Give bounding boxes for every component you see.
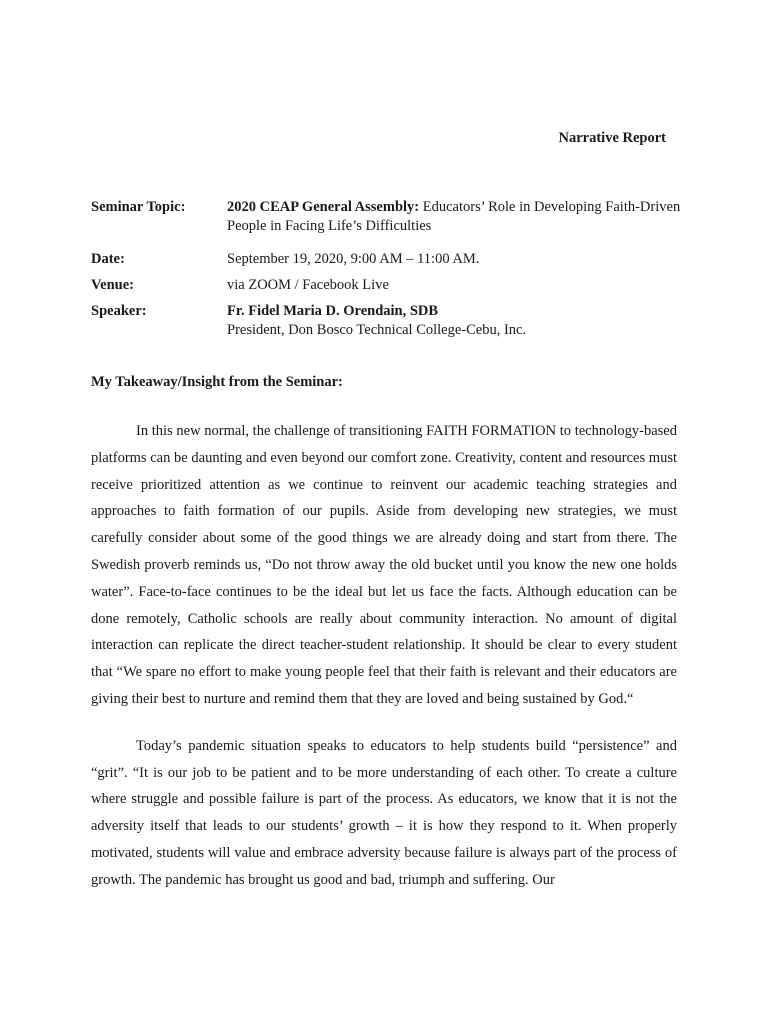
takeaway-paragraph: Today’s pandemic situation speaks to educators to help students build “persistence” and “grit”. “It is our job to be patient and to be more understanding of each other. To create a culture where struggle and possible failure is part of the process. As educators, we know that it is not the adversity itself that leads to our students’ growth – it is how they respond to it. When properly motivated, students will value and embrace adversity because failure is always part of the process of growth. The pandemic has brought us good and bad, triumph and suffering. Our [91, 737, 677, 888]
date-label: Date: [91, 251, 125, 267]
seminar-topic-row [91, 198, 681, 236]
seminar-info-table [91, 198, 681, 340]
report-title: Narrative Report [558, 130, 666, 146]
speaker-row [91, 302, 681, 340]
takeaway-heading: My Takeaway/Insight from the Seminar: [91, 374, 343, 390]
speaker-position: President, Don Bosco Technical College-Cebu, Inc. [227, 322, 527, 338]
seminar-topic-value [227, 198, 681, 236]
date-row [91, 250, 681, 269]
venue-label: Venue: [91, 277, 134, 293]
speaker-label: Speaker: [91, 303, 147, 319]
seminar-topic-label: Seminar Topic: [91, 199, 186, 215]
takeaway-paragraph: In this new normal, the challenge of transitioning FAITH FORMATION to technology-based platforms can be daunting and even beyond our comfort zone. Creativity, content and resources must receive prioritized attention as we continue to reinvent our academic teaching strategies and approaches to faith formation of our pupils. Aside from developing new strategies, we must carefully consider about some of the good things we are already doing and start from there. The Swedish proverb reminds us, “Do not throw away the old bucket until you know the new one holds water”. Face-to-face continues to be the ideal but let us face the facts. Although education can be done remotely, Catholic schools are really about community interaction. No amount of digital interaction can replicate the direct teacher-student relationship. It should be clear to every student that “We spare no effort to make young people feel that their faith is relevant and their educators are giving their best to nurture and remind them that they are loved and being sustained by God.“ [91, 423, 677, 707]
takeaway-body [91, 418, 677, 914]
venue-value: via ZOOM / Facebook Live [227, 277, 389, 293]
venue-row [91, 276, 681, 295]
seminar-topic-event-name: 2020 CEAP General Assembly: [227, 199, 420, 215]
speaker-name: Fr. Fidel Maria D. Orendain, SDB [227, 303, 439, 319]
speaker-value [227, 302, 681, 340]
date-value: September 19, 2020, 9:00 AM – 11:00 AM. [227, 251, 480, 267]
seminar-topic-description: Educators’ Role in Developing Faith-Driven People in Facing Life’s Difficulties [227, 199, 681, 234]
